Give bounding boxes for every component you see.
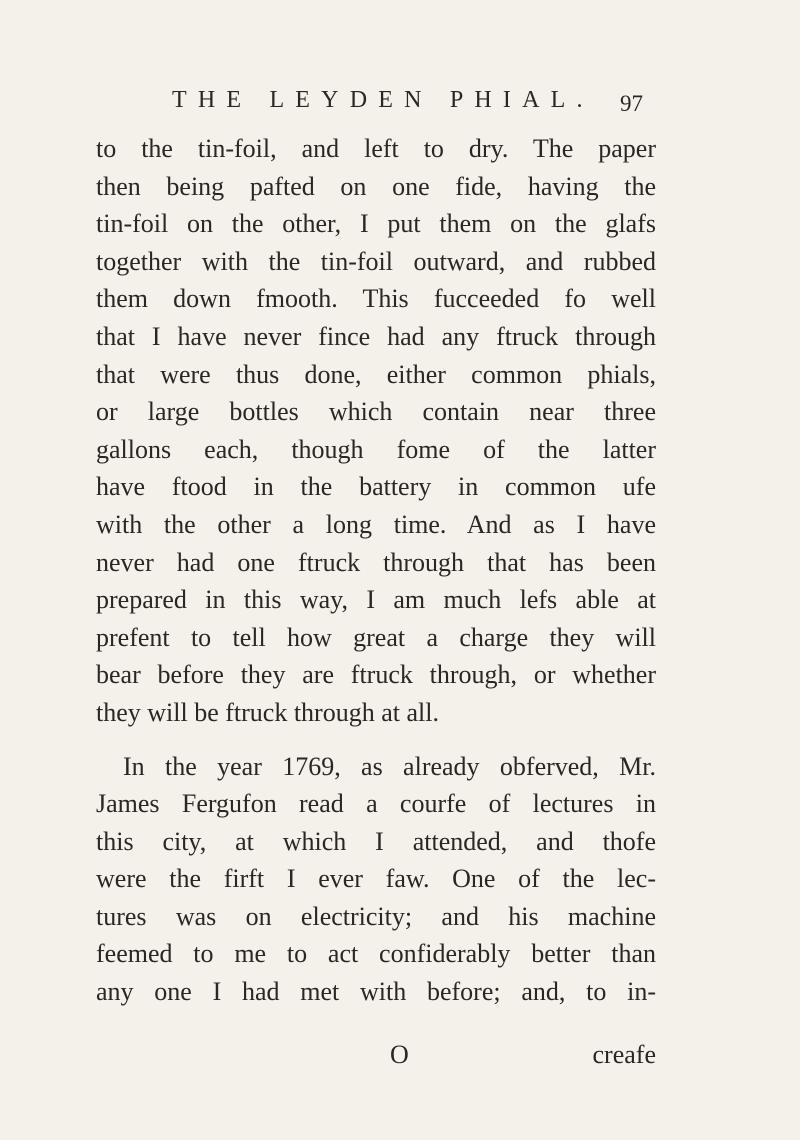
text-line: then being pafted on one fide, having the (96, 171, 656, 201)
text-line: tures was on electricity; and his machine (96, 901, 656, 931)
text-line: bear before they are ftruck through, or whether (96, 660, 656, 690)
text-line: In the year 1769, as already obferved, Mr. (123, 751, 656, 781)
text-line: any one I had met with before; and, to in- (96, 977, 656, 1007)
text-line: they will be ftruck through at all. (96, 697, 439, 727)
text-line: prepared in this way, I am much lefs able at (96, 585, 656, 615)
body-text (96, 130, 656, 1011)
text-line: with the other a long time. And as I have (96, 509, 656, 539)
text-line: together with the tin-foil outward, and rubbed (96, 246, 656, 276)
text-line: them down fmooth. This fucceeded fo well (96, 284, 656, 314)
signature-mark: O (390, 1040, 409, 1069)
text-line: James Fergufon read a courfe of lectures in (96, 789, 656, 819)
text-line: that I have never fince had any ftruck through (96, 321, 656, 351)
text-line: prefent to tell how great a charge they will (96, 622, 656, 652)
footer-row (96, 1036, 656, 1074)
paragraph-1 (96, 130, 656, 732)
text-line: tin-foil on the other, I put them on the glafs (96, 209, 656, 239)
running-head: THE LEYDEN PHIAL. (172, 87, 594, 113)
page-number: 97 (620, 91, 643, 116)
text-line: gallons each, though fome of the latter (96, 434, 656, 464)
paragraph-2 (96, 748, 656, 1011)
text-line: this city, at which I attended, and thofe (96, 826, 656, 856)
catchword: creafe (592, 1040, 656, 1069)
text-line: never had one ftruck through that has been (96, 547, 656, 577)
text-line: that were thus done, either common phials, (96, 359, 656, 389)
text-line: to the tin-foil, and left to dry. The paper (96, 134, 656, 163)
text-line: feemed to me to act confiderably better than (96, 939, 656, 969)
text-line: or large bottles which contain near three (96, 397, 656, 427)
text-line: were the firft I ever faw. One of the lec- (96, 864, 656, 894)
text-line: have ftood in the battery in common ufe (96, 472, 656, 502)
paragraph-gap (96, 732, 656, 748)
